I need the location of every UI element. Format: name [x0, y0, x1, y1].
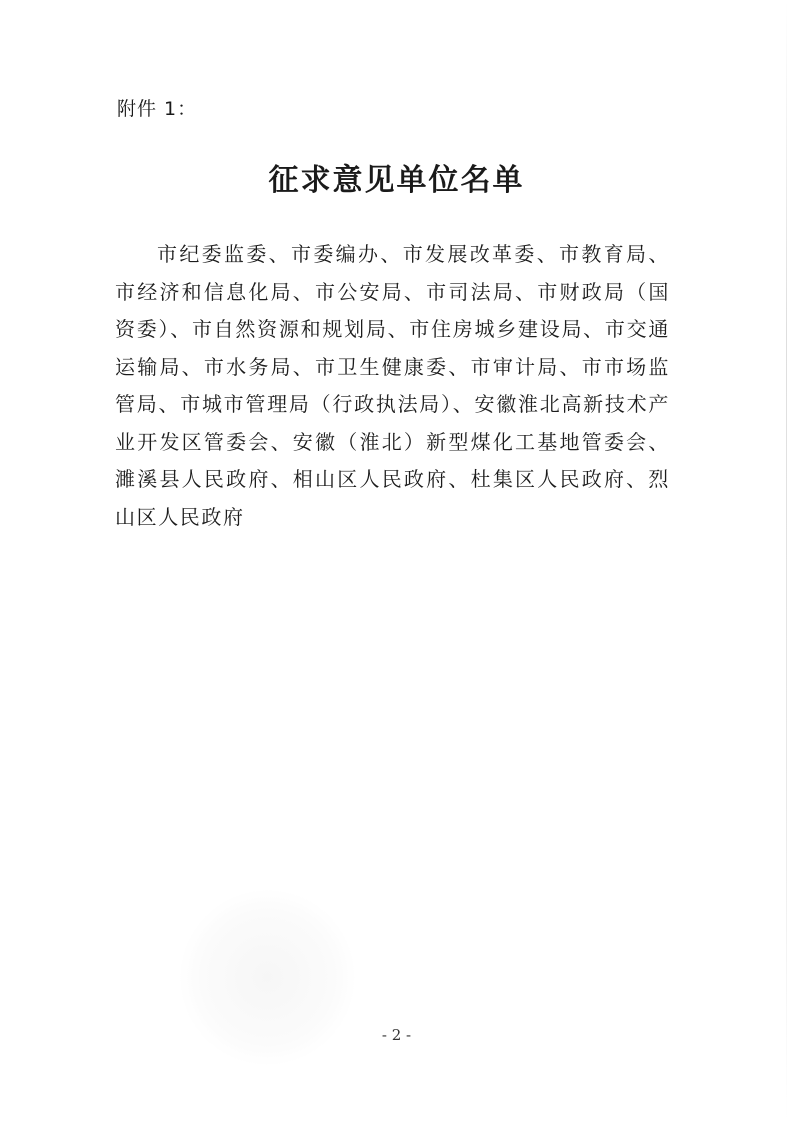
attachment-label: 附件 1： [117, 98, 198, 120]
page-number: - 2 - [381, 1026, 412, 1044]
unit-list-paragraph: 市纪委监委、市委编办、市发展改革委、市教育局、市经济和信息化局、市公安局、市司法局、市财政局（国资委）、市自然资源和规划局、市住房城乡建设局、市交通运输局、市水务局、市卫生健康委、市审计局、市市场监管局、市城市管理局（行政执法局）、安徽淮北高新技术产业开发区管委会、安徽（淮北）新型煤化工基地管委会、濉溪县人民政府、相山区人民政府、杜集区人民政府、烈山区人民政府 [115, 242, 670, 529]
page-title: 征求意见单位名单 [268, 163, 525, 198]
